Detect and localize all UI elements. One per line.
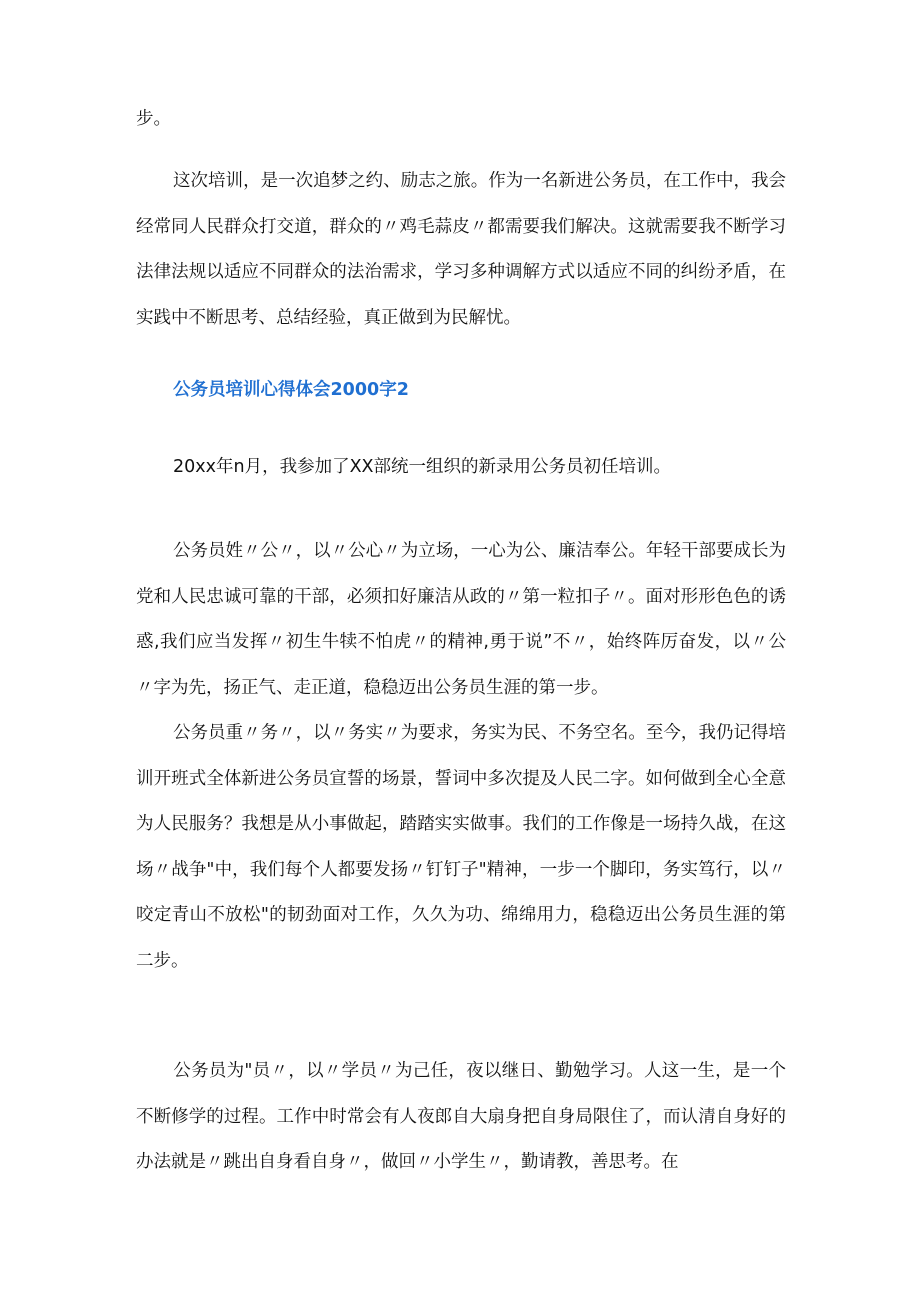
paragraph-wu: 公务员重〃务〃，以〃务实〃为要求，务实为民、不务空名。至今，我仍记得培训开班式全体新进公务员宣誓的场景，誓词中多次提及人民二字。如何做到全心全意为人民服务？我想是从小事做起，踏踏实实做事。我们的工作像是一场持久战，在这场〃战争"中，我们每个人都要发扬〃钉钉子"精神，一步一个脚印，务实笃行，以〃咬定青山不放松"的韧劲面对工作，久久为功、绵绵用力，稳稳迈出公务员生涯的第二步。 bbox=[136, 723, 786, 971]
paragraph-gong: 公务员姓〃公〃，以〃公心〃为立场，一心为公、廉洁奉公。年轻干部要成长为党和人民忠诚可靠的干部，必须扣好廉洁从政的〃第一粒扣子〃。面对形形色色的诱惑,我们应当发挥〃初生牛犊不怕虎〃的精神,勇于说”不〃，始终阵厉奋发，以〃公〃字为先，扬正气、走正道，稳稳迈出公务员生涯的第一步。 bbox=[136, 541, 786, 698]
paragraph-training-journey: 这次培训，是一次追梦之约、励志之旅。作为一名新进公务员，在工作中，我会经常同人民群众打交道，群众的〃鸡毛蒜皮〃都需要我们解决。这就需要我不断学习法律法规以适应不同群众的法治需求，学习多种调解方式以适应不同的纠纷矛盾，在实践中不断思考、总结经验，真正做到为民解忧。 bbox=[136, 171, 786, 328]
section-heading: 公务员培训心得体会2000字2 bbox=[173, 380, 409, 400]
paragraph-continuation: 步。 bbox=[136, 109, 171, 129]
paragraph-training-date: 20xx年n月，我参加了XX部统一组织的新录用公务员初任培训。 bbox=[173, 457, 672, 477]
paragraph-yuan: 公务员为"员〃，以〃学员〃为己任，夜以继日、勤勉学习。人这一生，是一个不断修学的过程。工作中时常会有人夜郎自大扇身把自身局限住了，而认清自身好的办法就是〃跳出自身看自身〃，做回〃小学生〃，勤请教，善思考。在 bbox=[136, 1061, 786, 1172]
